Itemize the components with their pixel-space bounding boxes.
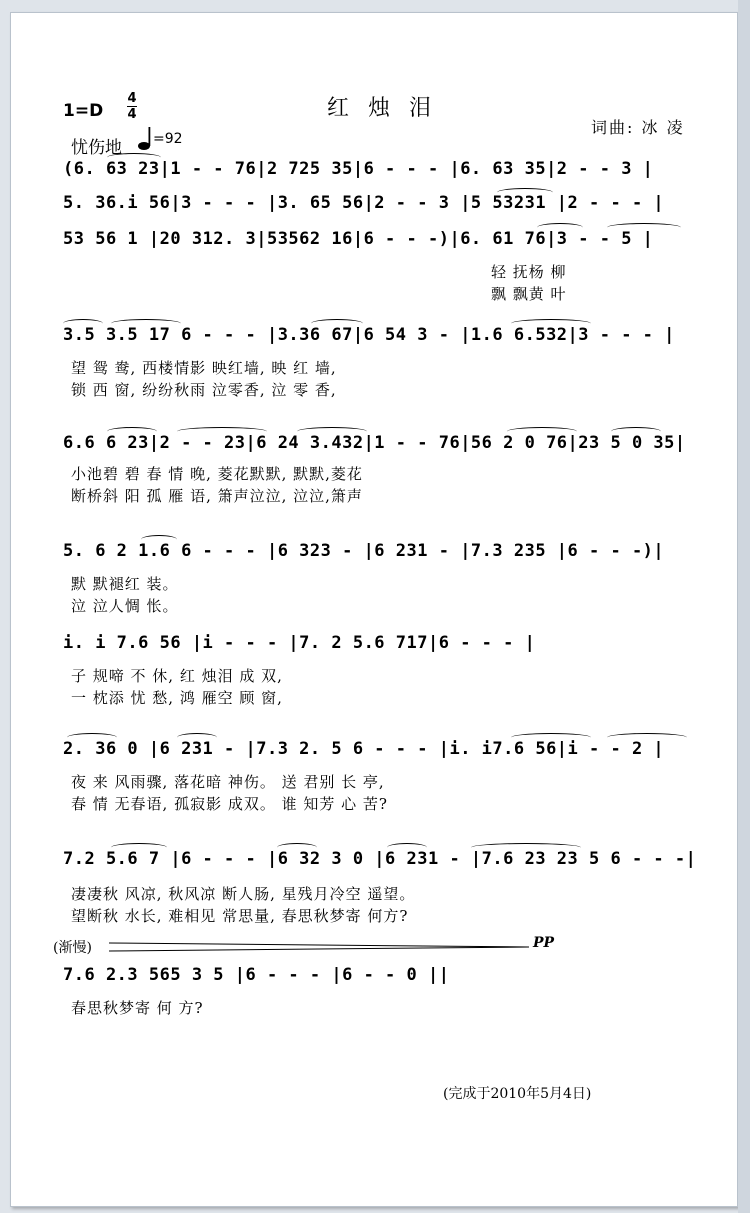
lyric-line-4b: 锁 西 窗, 纷纷秋雨 泣零香, 泣 零 香, [71, 381, 337, 399]
score-line-3: 53 56 1 |20 312. 3|53562 16|6 - - -)|6. 61 76|3 - - 5 | [63, 229, 654, 249]
lyric-line-4a: 望 鸳 鸯, 西楼情影 映红墙, 映 红 墙, [71, 359, 337, 377]
mood-marking: 忧伤地 [71, 138, 122, 158]
lyric-line-3b: 飘 飘黄 叶 [491, 285, 567, 303]
score-page [10, 12, 738, 1207]
score-line-6: 5. 6 2 1.6 6 - - - |6 323 - |6 231 - |7.3 235 |6 - - -)| [63, 541, 665, 561]
lyric-line-6b: 泣 泣人惆 怅。 [71, 597, 179, 615]
ritardando-marking: (渐慢) [53, 940, 92, 956]
song-title: 红 烛 泪 [327, 96, 437, 121]
lyric-line-9b: 望断秋 水长, 难相见 常思量, 春思秋梦寄 何方? [71, 907, 409, 925]
score-line-2: 5. 36.i 56|3 - - - |3. 65 56|2 - - 3 |5 53231 |2 - - - | [63, 193, 665, 213]
lyric-line-10a: 春思秋梦寄 何 方? [71, 999, 204, 1017]
lyric-line-3a: 轻 抚杨 柳 [491, 263, 567, 281]
score-line-5: 6.6 6 23|2 - - 23|6 24 3.432|1 - - 76|56 2 0 76|23 5 0 35| [63, 433, 686, 453]
completion-date: (完成于2010年5月4日) [443, 1086, 592, 1102]
score-line-10: 7.6 2.3 565 3 5 |6 - - - |6 - - 0 || [63, 965, 450, 985]
score-line-7: i. i 7.6 56 |i - - - |7. 2 5.6 717|6 - - - | [63, 633, 536, 653]
tempo-marking: =92 [153, 131, 183, 147]
lyric-line-5b: 断桥斜 阳 孤 雁 语, 箫声泣泣, 泣泣,箫声 [71, 487, 363, 505]
window-edge [738, 0, 750, 1213]
score-line-1: (6. 63 23|1 - - 76|2 725 35|6 - - - |6. 63 35|2 - - 3 | [63, 159, 654, 179]
key-signature: 1=D [63, 101, 104, 121]
lyric-line-8a: 夜 来 风雨骤, 落花暗 神伤。 送 君别 长 亭, [71, 773, 385, 791]
lyric-line-6a: 默 默褪红 装。 [71, 575, 179, 593]
credit: 词曲: 冰 凌 [591, 118, 685, 137]
lyric-line-5a: 小池碧 碧 春 情 晚, 菱花默默, 默默,菱花 [71, 465, 363, 483]
time-signature [127, 91, 137, 122]
time-signature-top: 4 [127, 91, 137, 106]
dynamic-marking: PP [533, 935, 555, 951]
lyric-line-8b: 春 情 无春语, 孤寂影 成双。 谁 知芳 心 苦? [71, 795, 388, 813]
score-line-4: 3.5 3.5 17 6 - - - |3.36 67|6 54 3 - |1.6 6.532|3 - - - | [63, 325, 675, 345]
score-line-8: 2. 36 0 |6 231 - |7.3 2. 5 6 - - - |i. i7.6 56|i - - 2 | [63, 739, 665, 759]
time-signature-bottom: 4 [127, 107, 137, 122]
decrescendo-hairpin [109, 941, 529, 953]
score-line-9: 7.2 5.6 7 |6 - - - |6 32 3 0 |6 231 - |7.6 23 23 5 6 - - -| [63, 849, 697, 869]
lyric-line-9a: 凄凄秋 风凉, 秋风凉 断人肠, 星残月冷空 遥望。 [71, 885, 416, 903]
lyric-line-7b: 一 枕添 忧 愁, 鸿 雁空 顾 窗, [71, 689, 283, 707]
lyric-line-7a: 子 规啼 不 休, 红 烛泪 成 双, [71, 667, 283, 685]
